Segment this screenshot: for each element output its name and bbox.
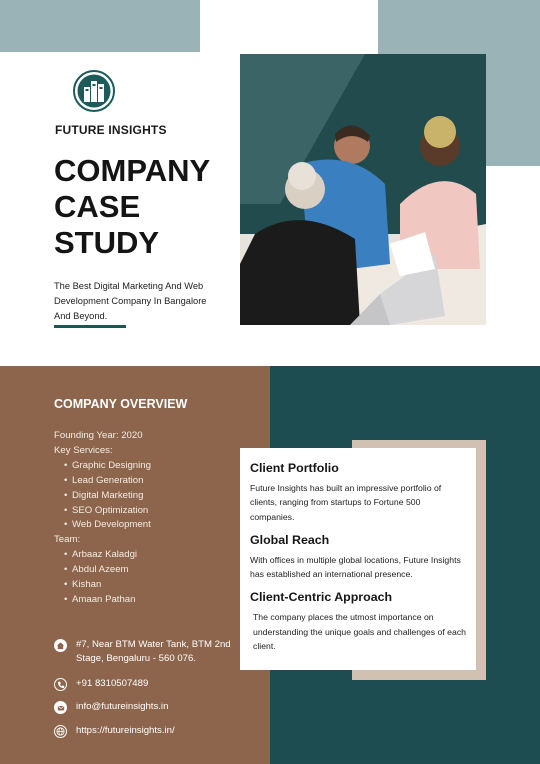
email-link[interactable]: info@futureinsights.in <box>76 701 169 712</box>
contact-phone <box>54 677 148 691</box>
page-title <box>54 153 234 261</box>
services-list <box>54 459 254 534</box>
team-list <box>54 548 254 608</box>
team-label: Team: <box>54 534 81 546</box>
card-section-global-reach <box>250 532 466 582</box>
highlights-card <box>240 448 476 670</box>
building-logo-icon <box>73 70 115 112</box>
card-section-client-portfolio <box>250 460 466 524</box>
founding-year: Founding Year: 2020 <box>54 430 143 441</box>
contact-email <box>54 700 168 714</box>
section-heading: Global Reach <box>250 532 330 547</box>
globe-icon <box>54 725 67 738</box>
tagline: The Best Digital Marketing And Web Development Company In Bangalore And Beyond. <box>54 281 207 321</box>
mail-icon <box>54 701 67 714</box>
section-heading: Client Portfolio <box>250 461 339 475</box>
home-icon <box>54 639 67 652</box>
address-text: #7, Near BTM Water Tank, BTM 2nd Stage, Bengaluru - 560 076. <box>76 639 231 664</box>
list-item: • Graphic Designing <box>64 459 254 474</box>
website-link[interactable]: https://futureinsights.in/ <box>76 725 175 736</box>
list-item: • Kishan <box>64 578 254 593</box>
list-item: • SEO Optimization <box>64 504 254 519</box>
team-meeting-photo <box>240 54 486 325</box>
title-line: COMPANY <box>54 153 211 188</box>
brand-name: FUTURE INSIGHTS <box>55 123 167 137</box>
contact-website <box>54 724 175 738</box>
phone-text[interactable]: +91 8310507489 <box>76 678 149 689</box>
phone-icon <box>54 678 67 691</box>
services-label: Key Services: <box>54 444 113 456</box>
list-item: • Arbaaz Kaladgi <box>64 548 254 563</box>
overview-heading: COMPANY OVERVIEW <box>54 397 188 411</box>
list-item: • Amaan Pathan <box>64 593 254 608</box>
section-heading: Client-Centric Approach <box>250 590 393 605</box>
section-body: Future Insights has built an impressive portfolio of clients, ranging from startups to Fortune 500 companies. <box>250 483 442 522</box>
list-item: • Abdul Azeem <box>64 563 254 578</box>
list-item: • Lead Generation <box>64 474 254 489</box>
card-section-client-centric <box>250 589 466 653</box>
list-item: • Digital Marketing <box>64 489 254 504</box>
overview-details <box>54 429 254 608</box>
title-line: CASE <box>54 189 141 224</box>
decorative-block-top-left <box>0 0 200 52</box>
section-body: With offices in multiple global locations, Future Insights has established an international presence. <box>250 554 461 580</box>
contact-address <box>54 638 244 666</box>
tagline-underline <box>54 325 126 328</box>
list-item: • Web Development <box>64 518 254 533</box>
title-line: STUDY <box>54 225 160 260</box>
section-body: The company places the utmost importance on understanding the unique goals and challenges of each client. <box>253 612 467 652</box>
